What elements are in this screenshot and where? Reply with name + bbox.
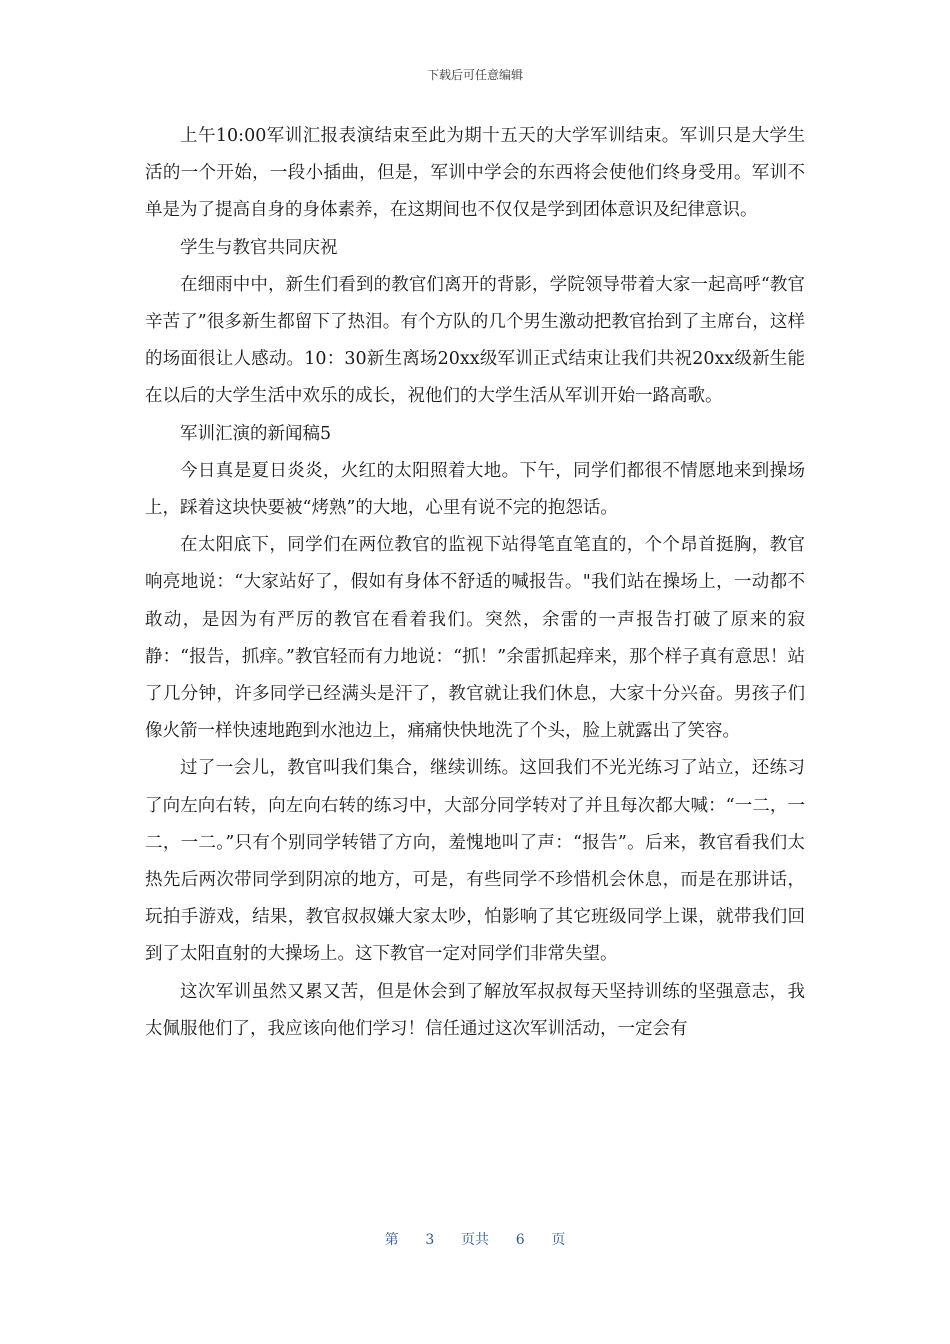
footer-total-pages: 6 [515,1232,525,1248]
paragraph: 过了一会儿，教官叫我们集合，继续训练。这回我们不光光练习了站立，还练习了向左向右转，向左向右转的练习中，大部分同学转对了并且每次都大喊：“一二，一二，一二。”只有个别同学转错了方向，羞愧地叫了声：“报告”。后来，教官看我们太热先后两次带同学到阴凉的地方，可是，有些同学不珍惜机会休息，而是在那讲话，玩拍手游戏，结果，教官叔叔嫌大家太吵，怕影响了其它班级同学上课，就带我们回到了太阳直射的大操场上。这下教官一定对同学们非常失望。 [145,758,805,965]
page-footer [0,1229,950,1249]
footer-current-page: 3 [425,1232,435,1248]
paragraph: 在细雨中中，新生们看到的教官们离开的背影，学院领导带着大家一起高呼“教官辛苦了”很多新生都留下了热泪。有个方队的几个男生激动把教官抬到了主席台，这样的场面很让人感动。10：30新生离场20xx级军训正式结束让我们共祝20xx级新生能在以后的大学生活中欢乐的成长，祝他们的大学生活从军训开始一路高歌。 [145,274,805,407]
footer-middle: 页共 [461,1232,489,1248]
paragraph: 上午10:00军训汇报表演结束至此为期十五天的大学军训结束。军训只是大学生活的一个开始，一段小插曲，但是，军训中学会的东西将会使他们终身受用。军训不单是为了提高自身的身体素养，在这期间也不仅仅是学到团体意识及纪律意识。 [145,126,805,221]
section-heading: 学生与教官共同庆祝 [180,237,338,258]
header-text: 下载后可任意编辑 [426,68,523,82]
section-heading: 军训汇演的新闻稿5 [180,423,332,444]
paragraph: 今日真是夏日炎炎，火红的太阳照着大地。下午，同学们都很不情愿地来到操场上，踩着这块快要被“烤熟”的大地，心里有说不完的抱怨话。 [145,460,805,519]
page-header [0,66,950,83]
paragraph: 在太阳底下，同学们在两位教官的监视下站得笔直笔直的，个个昂首挺胸，教官响亮地说：“大家站好了，假如有身体不舒适的喊报告。"我们站在操场上，一动都不敢动，是因为有严厉的教官在看着我们。突然，余雷的一声报告打破了原来的寂静：“报告，抓痒。”教官轻而有力地说：“抓！”余雷抓起痒来，那个样子真有意思！站了几分钟，许多同学已经满头是汗了，教官就让我们休息，大家十分兴奋。男孩子们像火箭一样快速地跑到水池边上，痛痛快快地洗了个头，脸上就露出了笑容。 [145,535,805,742]
document-body [145,118,805,1048]
paragraph: 这次军训虽然又累又苦，但是休会到了解放军叔叔每天坚持训练的坚强意志，我太佩服他们了，我应该向他们学习！信任通过这次军训活动，一定会有 [145,981,805,1039]
footer-prefix: 第 [384,1232,399,1248]
footer-suffix: 页 [551,1232,566,1248]
